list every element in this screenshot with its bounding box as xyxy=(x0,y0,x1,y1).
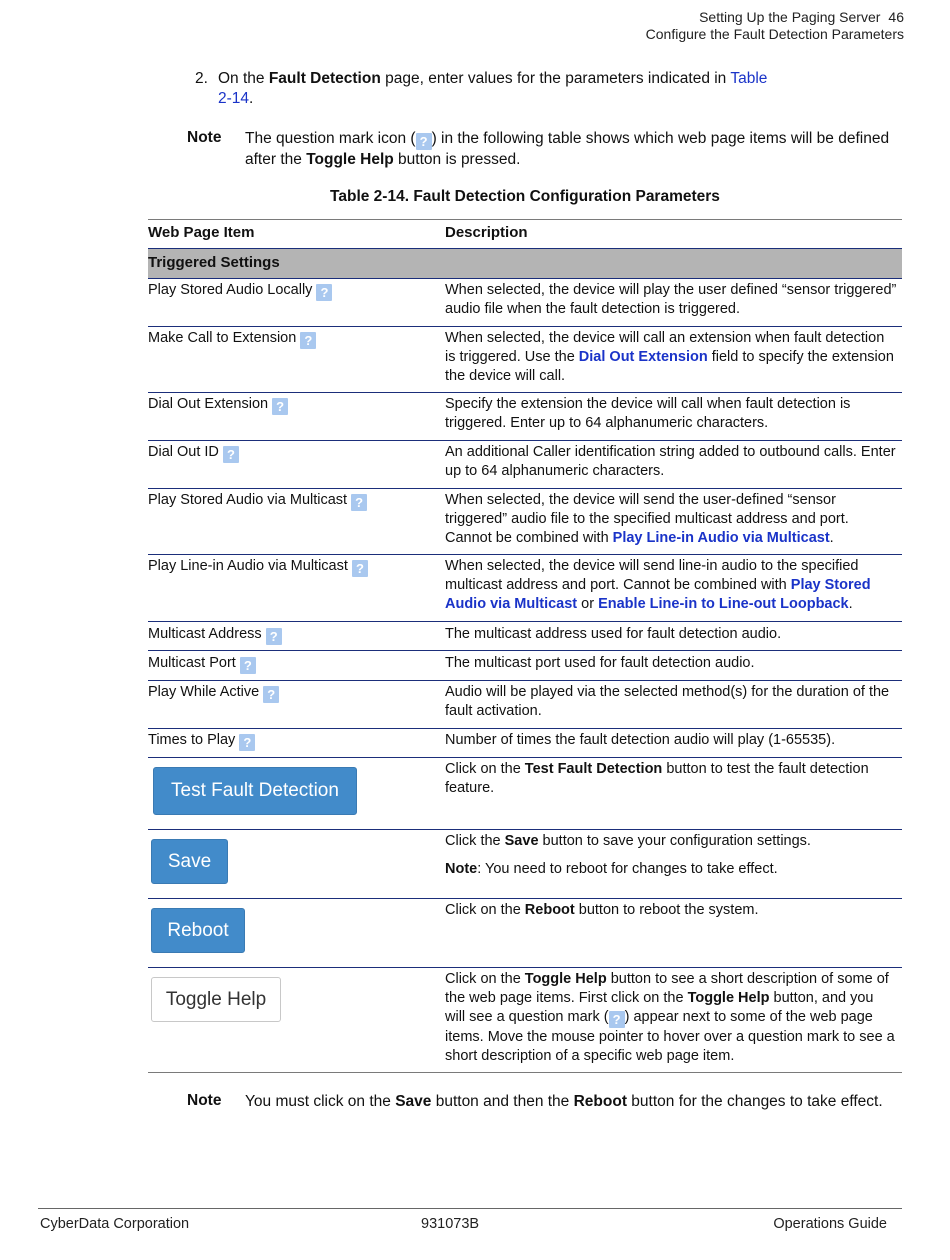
dial-out-extension-link[interactable]: Dial Out Extension xyxy=(578,349,708,365)
table-row-desc: Specify the extension the device will call when fault detection is triggered. Enter up to 64 alphanumeric characters. xyxy=(445,396,851,431)
reboot-button-desc: Click on the Reboot button to reboot the system. xyxy=(445,902,759,918)
column-header-item: Web Page Item xyxy=(148,224,255,241)
note-text: You must click on the Save button and then the Reboot button for the changes to take effect. xyxy=(245,1093,883,1110)
test-fault-detection-button[interactable]: Test Fault Detection xyxy=(153,767,357,815)
help-question-icon[interactable]: ? xyxy=(316,284,332,301)
running-header-section: Configure the Fault Detection Parameters xyxy=(645,26,904,42)
table-row-desc: When selected, the device will send the user-defined “sensor triggered” audio file to the specified multicast address and port. Cannot be combined with Play Line-in Audio via Multicast. xyxy=(445,492,849,546)
toggle-help-button[interactable]: Toggle Help xyxy=(151,977,281,1022)
table-row-item: Dial Out Extension ? xyxy=(148,395,288,415)
table-row-item: Make Call to Extension ? xyxy=(148,329,316,349)
save-button[interactable]: Save xyxy=(151,839,228,884)
toggle-help-desc: Click on the Toggle Help button to see a short description of some of the web page items. First click on the Toggle Help button, and you will see a question mark ( ? ) appear next to some of the web page items. Move the mouse pointer to hover over a question mark to see a short description of a specific web page item. xyxy=(445,971,895,1064)
help-question-icon[interactable]: ? xyxy=(351,494,367,511)
table-row-desc: When selected, the device will play the user defined “sensor triggered” audio file when the fault detection is triggered. xyxy=(445,282,897,317)
table-row-item: Multicast Port ? xyxy=(148,654,256,674)
footer-company: CyberData Corporation xyxy=(40,1216,190,1232)
table-row-item: Times to Play ? xyxy=(148,731,255,751)
help-question-icon[interactable]: ? xyxy=(352,560,368,577)
footer-doc-type: Operations Guide xyxy=(773,1216,887,1232)
step-number: 2. xyxy=(195,70,208,87)
note-text: The question mark icon ( ? ) in the following table shows which web page items will be defined after the Toggle Help button is pressed. xyxy=(245,130,890,168)
column-header-description: Description xyxy=(445,224,528,241)
table-row-item: Play Stored Audio Locally ? xyxy=(148,281,332,301)
test-button-desc: Click on the Test Fault Detection button to test the fault detection feature. xyxy=(445,761,869,796)
help-question-icon[interactable]: ? xyxy=(223,446,239,463)
note-label: Note xyxy=(187,129,222,146)
table-row-desc: Audio will be played via the selected method(s) for the duration of the fault activation. xyxy=(445,684,890,719)
note-label: Note xyxy=(187,1092,222,1109)
table-row-desc: When selected, the device will send line-in audio to the specified multicast address and port. Cannot be combined with Play Stored Audio via Multicast or Enable Line-in to Line-out Loopback. xyxy=(445,558,871,612)
chapter-title: Setting Up the Paging Server xyxy=(699,9,881,25)
table-row-desc: When selected, the device will call an extension when fault detection is triggered. Use the Dial Out Extension field to specify the extension the device will call. xyxy=(445,330,894,384)
table-row-desc: Number of times the fault detection audio will play (1-65535). xyxy=(445,732,836,748)
help-question-icon[interactable]: ? xyxy=(272,398,288,415)
save-button-desc: Click the Save button to save your configuration settings. xyxy=(445,833,811,849)
help-question-icon: ? xyxy=(416,133,432,150)
table-ref-link[interactable]: Table 2-14 xyxy=(218,70,768,107)
help-question-icon[interactable]: ? xyxy=(239,734,255,751)
running-header-chapter xyxy=(699,9,904,26)
help-question-icon[interactable]: ? xyxy=(300,332,316,349)
table-row-item: Multicast Address ? xyxy=(148,625,282,645)
help-question-icon[interactable]: ? xyxy=(240,657,256,674)
save-note: Note: You need to reboot for changes to take effect. xyxy=(445,861,778,877)
section-label: Triggered Settings xyxy=(148,254,280,271)
play-stored-multicast-link[interactable]: Play Stored Audio via Multicast xyxy=(445,577,871,612)
footer-doc-number: 931073B xyxy=(421,1216,480,1232)
help-question-icon: ? xyxy=(609,1011,625,1028)
table-row-item: Play While Active ? xyxy=(148,683,279,703)
table-caption: Table 2-14. Fault Detection Configuration Parameters xyxy=(330,188,720,205)
reboot-button[interactable]: Reboot xyxy=(151,908,245,953)
table-row-desc: The multicast address used for fault detection audio. xyxy=(445,626,782,642)
play-line-in-multicast-link[interactable]: Play Line-in Audio via Multicast xyxy=(612,530,830,546)
table-row-desc: The multicast port used for fault detection audio. xyxy=(445,655,755,671)
footer-divider xyxy=(38,1208,902,1209)
table-row-item: Dial Out ID ? xyxy=(148,443,239,463)
help-question-icon[interactable]: ? xyxy=(266,628,282,645)
step-text: On the Fault Detection page, enter values for the parameters indicated in Table 2-14. xyxy=(218,70,768,107)
page-number: 46 xyxy=(888,9,904,25)
table-row-item: Play Line-in Audio via Multicast ? xyxy=(148,557,368,577)
loopback-link[interactable]: Enable Line-in to Line-out Loopback xyxy=(598,596,849,612)
page-name: Fault Detection xyxy=(268,70,381,87)
table-row-item: Play Stored Audio via Multicast ? xyxy=(148,491,367,511)
help-question-icon[interactable]: ? xyxy=(263,686,279,703)
table-row-desc: An additional Caller identification string added to outbound calls. Enter up to 64 alphanumeric characters. xyxy=(445,444,896,479)
